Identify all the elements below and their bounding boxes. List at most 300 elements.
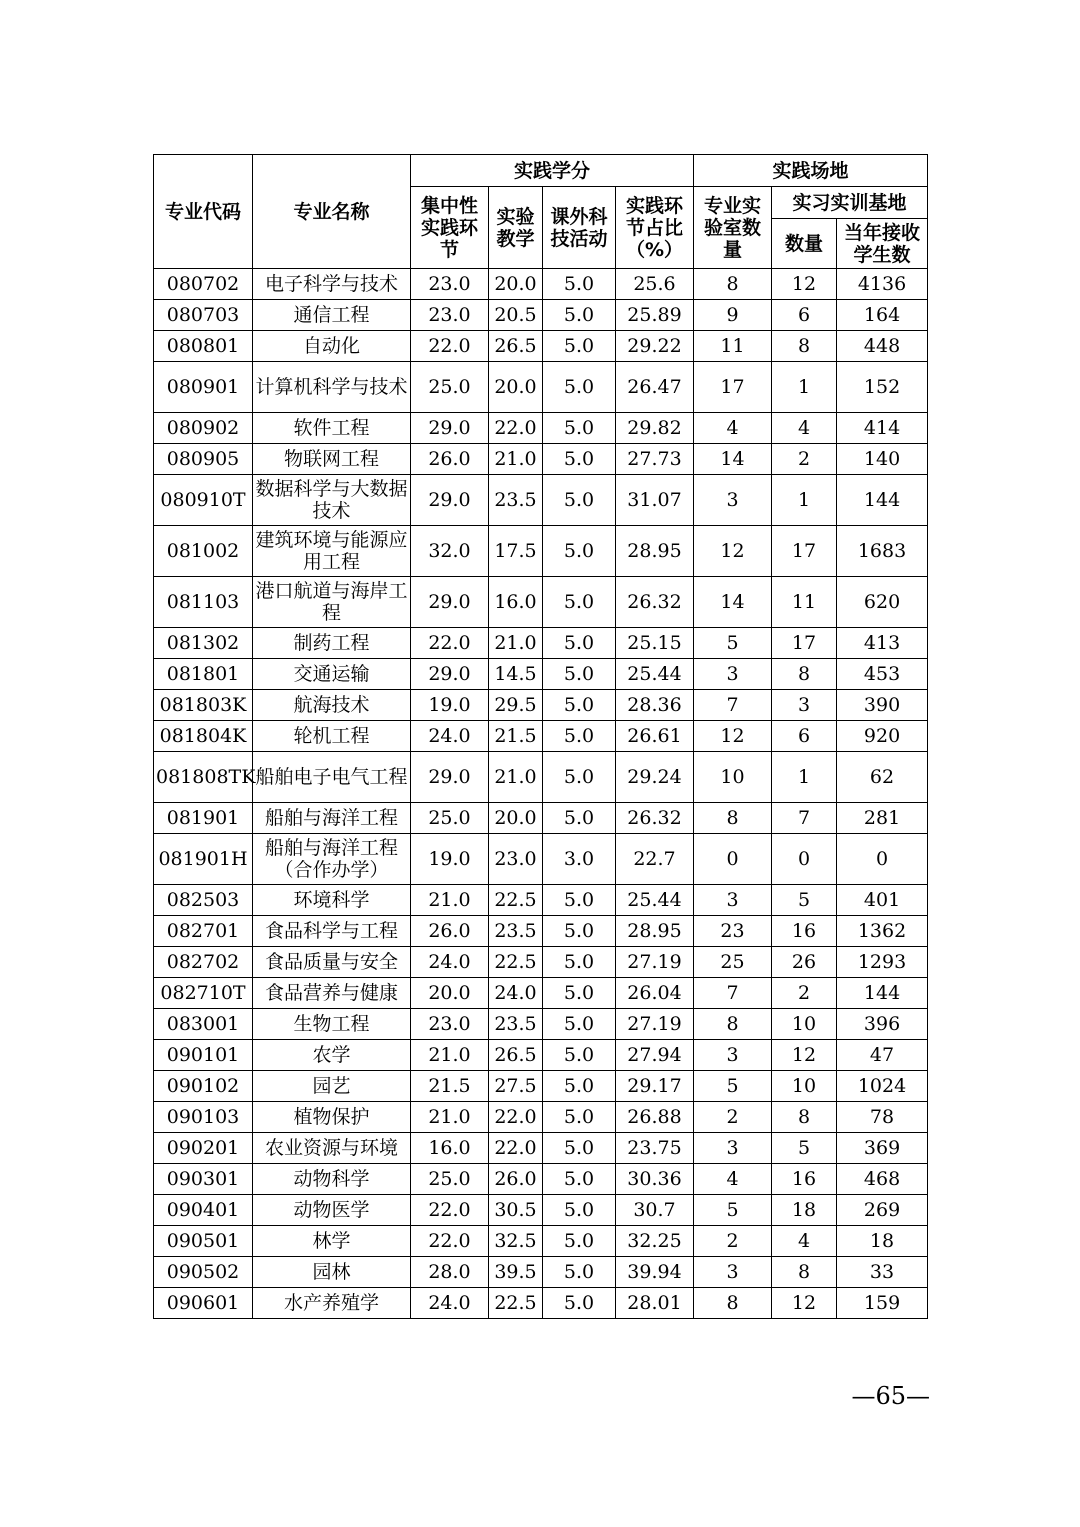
cell-base-count: 17	[772, 526, 837, 577]
cell-experiment: 17.5	[489, 526, 543, 577]
cell-labs: 8	[694, 1009, 772, 1040]
cell-code: 081302	[154, 628, 253, 659]
cell-students: 1293	[837, 947, 928, 978]
cell-concentrated: 23.0	[411, 269, 489, 300]
header-practice-credits: 实践学分	[411, 155, 694, 187]
cell-labs: 25	[694, 947, 772, 978]
cell-students: 453	[837, 659, 928, 690]
cell-labs: 4	[694, 413, 772, 444]
cell-ratio: 39.94	[616, 1257, 694, 1288]
cell-code: 080910T	[154, 475, 253, 526]
cell-ratio: 29.82	[616, 413, 694, 444]
cell-base-count: 8	[772, 1102, 837, 1133]
header-concentrated: 集中性实践环节	[411, 187, 489, 269]
cell-concentrated: 19.0	[411, 834, 489, 885]
cell-students: 140	[837, 444, 928, 475]
cell-ratio: 26.88	[616, 1102, 694, 1133]
cell-name: 物联网工程	[253, 444, 411, 475]
cell-ratio: 27.19	[616, 1009, 694, 1040]
cell-experiment: 23.0	[489, 834, 543, 885]
table-row	[154, 526, 928, 577]
cell-name: 通信工程	[253, 300, 411, 331]
header-code: 专业代码	[154, 155, 253, 269]
cell-extracurricular: 5.0	[543, 362, 616, 413]
cell-concentrated: 24.0	[411, 1288, 489, 1319]
cell-experiment: 24.0	[489, 978, 543, 1009]
table-row	[154, 752, 928, 803]
cell-base-count: 12	[772, 269, 837, 300]
cell-extracurricular: 5.0	[543, 885, 616, 916]
cell-extracurricular: 5.0	[543, 413, 616, 444]
table-row	[154, 577, 928, 628]
cell-experiment: 22.0	[489, 1102, 543, 1133]
cell-base-count: 1	[772, 362, 837, 413]
cell-labs: 8	[694, 803, 772, 834]
cell-name: 船舶电子电气工程	[253, 752, 411, 803]
cell-students: 413	[837, 628, 928, 659]
cell-labs: 7	[694, 690, 772, 721]
cell-labs: 5	[694, 1195, 772, 1226]
cell-code: 090101	[154, 1040, 253, 1071]
cell-extracurricular: 5.0	[543, 475, 616, 526]
cell-code: 082702	[154, 947, 253, 978]
cell-students: 152	[837, 362, 928, 413]
header-ratio: 实践环节占比（%）	[616, 187, 694, 269]
cell-experiment: 26.5	[489, 331, 543, 362]
table-row	[154, 1164, 928, 1195]
cell-name: 动物科学	[253, 1164, 411, 1195]
cell-students: 47	[837, 1040, 928, 1071]
cell-labs: 3	[694, 1257, 772, 1288]
cell-extracurricular: 5.0	[543, 947, 616, 978]
cell-code: 090501	[154, 1226, 253, 1257]
cell-students: 390	[837, 690, 928, 721]
cell-code: 081803K	[154, 690, 253, 721]
table-row	[154, 331, 928, 362]
cell-extracurricular: 5.0	[543, 916, 616, 947]
cell-ratio: 26.47	[616, 362, 694, 413]
cell-name: 农业资源与环境	[253, 1133, 411, 1164]
cell-base-count: 10	[772, 1009, 837, 1040]
cell-base-count: 6	[772, 721, 837, 752]
cell-base-count: 4	[772, 413, 837, 444]
cell-experiment: 16.0	[489, 577, 543, 628]
cell-code: 083001	[154, 1009, 253, 1040]
cell-students: 920	[837, 721, 928, 752]
cell-ratio: 29.24	[616, 752, 694, 803]
cell-students: 0	[837, 834, 928, 885]
cell-students: 33	[837, 1257, 928, 1288]
cell-concentrated: 22.0	[411, 628, 489, 659]
cell-experiment: 23.5	[489, 475, 543, 526]
cell-name: 计算机科学与技术	[253, 362, 411, 413]
cell-students: 281	[837, 803, 928, 834]
cell-extracurricular: 5.0	[543, 1040, 616, 1071]
table-row	[154, 885, 928, 916]
cell-code: 081801	[154, 659, 253, 690]
cell-students: 4136	[837, 269, 928, 300]
cell-extracurricular: 5.0	[543, 721, 616, 752]
cell-ratio: 25.44	[616, 885, 694, 916]
cell-students: 396	[837, 1009, 928, 1040]
cell-ratio: 29.17	[616, 1071, 694, 1102]
table-row	[154, 413, 928, 444]
cell-experiment: 22.0	[489, 413, 543, 444]
cell-concentrated: 29.0	[411, 577, 489, 628]
cell-concentrated: 25.0	[411, 803, 489, 834]
cell-base-count: 26	[772, 947, 837, 978]
table-row	[154, 1133, 928, 1164]
cell-labs: 5	[694, 1071, 772, 1102]
cell-base-count: 11	[772, 577, 837, 628]
cell-code: 081901H	[154, 834, 253, 885]
cell-experiment: 22.5	[489, 947, 543, 978]
cell-base-count: 4	[772, 1226, 837, 1257]
cell-students: 269	[837, 1195, 928, 1226]
cell-labs: 11	[694, 331, 772, 362]
cell-ratio: 27.73	[616, 444, 694, 475]
cell-concentrated: 25.0	[411, 362, 489, 413]
cell-extracurricular: 5.0	[543, 628, 616, 659]
cell-experiment: 26.5	[489, 1040, 543, 1071]
cell-extracurricular: 5.0	[543, 577, 616, 628]
cell-concentrated: 16.0	[411, 1133, 489, 1164]
cell-labs: 10	[694, 752, 772, 803]
cell-labs: 3	[694, 1133, 772, 1164]
cell-labs: 12	[694, 526, 772, 577]
cell-base-count: 16	[772, 1164, 837, 1195]
cell-base-count: 7	[772, 803, 837, 834]
cell-ratio: 28.95	[616, 526, 694, 577]
cell-name: 园林	[253, 1257, 411, 1288]
cell-base-count: 1	[772, 475, 837, 526]
cell-students: 78	[837, 1102, 928, 1133]
cell-labs: 2	[694, 1102, 772, 1133]
cell-students: 144	[837, 475, 928, 526]
cell-code: 080901	[154, 362, 253, 413]
cell-students: 1024	[837, 1071, 928, 1102]
table-row	[154, 362, 928, 413]
cell-extracurricular: 5.0	[543, 1102, 616, 1133]
cell-name: 农学	[253, 1040, 411, 1071]
cell-extracurricular: 5.0	[543, 1071, 616, 1102]
cell-students: 468	[837, 1164, 928, 1195]
cell-concentrated: 21.5	[411, 1071, 489, 1102]
table-row	[154, 916, 928, 947]
cell-experiment: 21.5	[489, 721, 543, 752]
cell-extracurricular: 5.0	[543, 752, 616, 803]
cell-name: 航海技术	[253, 690, 411, 721]
cell-concentrated: 32.0	[411, 526, 489, 577]
cell-students: 1362	[837, 916, 928, 947]
cell-extracurricular: 5.0	[543, 1009, 616, 1040]
cell-concentrated: 22.0	[411, 1195, 489, 1226]
cell-base-count: 17	[772, 628, 837, 659]
cell-extracurricular: 5.0	[543, 300, 616, 331]
cell-base-count: 0	[772, 834, 837, 885]
cell-code: 081804K	[154, 721, 253, 752]
cell-labs: 4	[694, 1164, 772, 1195]
cell-students: 18	[837, 1226, 928, 1257]
cell-base-count: 12	[772, 1288, 837, 1319]
page-number: —65—	[851, 1382, 930, 1410]
cell-ratio: 30.7	[616, 1195, 694, 1226]
cell-extracurricular: 3.0	[543, 834, 616, 885]
cell-name: 食品质量与安全	[253, 947, 411, 978]
cell-name: 轮机工程	[253, 721, 411, 752]
table-row	[154, 659, 928, 690]
header-name: 专业名称	[253, 155, 411, 269]
cell-ratio: 27.19	[616, 947, 694, 978]
cell-code: 081901	[154, 803, 253, 834]
cell-name: 动物医学	[253, 1195, 411, 1226]
cell-extracurricular: 5.0	[543, 1164, 616, 1195]
cell-concentrated: 26.0	[411, 916, 489, 947]
cell-code: 090102	[154, 1071, 253, 1102]
cell-name: 电子科学与技术	[253, 269, 411, 300]
cell-experiment: 21.0	[489, 628, 543, 659]
cell-students: 159	[837, 1288, 928, 1319]
cell-labs: 17	[694, 362, 772, 413]
cell-name: 软件工程	[253, 413, 411, 444]
cell-code: 081002	[154, 526, 253, 577]
cell-labs: 3	[694, 659, 772, 690]
cell-code: 080905	[154, 444, 253, 475]
table-header	[154, 155, 928, 269]
cell-ratio: 29.22	[616, 331, 694, 362]
cell-labs: 8	[694, 1288, 772, 1319]
cell-name: 船舶与海洋工程（合作办学）	[253, 834, 411, 885]
cell-experiment: 39.5	[489, 1257, 543, 1288]
cell-code: 090301	[154, 1164, 253, 1195]
cell-labs: 3	[694, 885, 772, 916]
table-row	[154, 690, 928, 721]
cell-extracurricular: 5.0	[543, 690, 616, 721]
cell-labs: 7	[694, 978, 772, 1009]
table-row	[154, 475, 928, 526]
cell-concentrated: 29.0	[411, 413, 489, 444]
cell-code: 081808TK	[154, 752, 253, 803]
cell-extracurricular: 5.0	[543, 803, 616, 834]
table-row	[154, 947, 928, 978]
cell-name: 植物保护	[253, 1102, 411, 1133]
cell-base-count: 2	[772, 444, 837, 475]
cell-labs: 0	[694, 834, 772, 885]
cell-labs: 14	[694, 444, 772, 475]
cell-code: 082701	[154, 916, 253, 947]
cell-ratio: 28.36	[616, 690, 694, 721]
cell-experiment: 27.5	[489, 1071, 543, 1102]
table-row	[154, 628, 928, 659]
cell-ratio: 26.61	[616, 721, 694, 752]
cell-base-count: 1	[772, 752, 837, 803]
cell-experiment: 23.5	[489, 1009, 543, 1040]
cell-base-count: 16	[772, 916, 837, 947]
table-row	[154, 1040, 928, 1071]
cell-ratio: 27.94	[616, 1040, 694, 1071]
cell-extracurricular: 5.0	[543, 1133, 616, 1164]
cell-labs: 5	[694, 628, 772, 659]
cell-code: 080801	[154, 331, 253, 362]
cell-students: 1683	[837, 526, 928, 577]
cell-labs: 23	[694, 916, 772, 947]
cell-experiment: 20.0	[489, 269, 543, 300]
table-row	[154, 721, 928, 752]
cell-concentrated: 24.0	[411, 947, 489, 978]
cell-ratio: 28.95	[616, 916, 694, 947]
cell-base-count: 5	[772, 1133, 837, 1164]
table-row	[154, 1071, 928, 1102]
table-row	[154, 1226, 928, 1257]
cell-students: 401	[837, 885, 928, 916]
cell-name: 食品营养与健康	[253, 978, 411, 1009]
table-body	[154, 269, 928, 1319]
table-row	[154, 1257, 928, 1288]
table-row	[154, 803, 928, 834]
cell-labs: 14	[694, 577, 772, 628]
cell-students: 369	[837, 1133, 928, 1164]
header-base-count: 数量	[772, 219, 837, 269]
cell-students: 144	[837, 978, 928, 1009]
cell-students: 414	[837, 413, 928, 444]
cell-experiment: 21.0	[489, 752, 543, 803]
cell-concentrated: 24.0	[411, 721, 489, 752]
cell-base-count: 6	[772, 300, 837, 331]
table-row	[154, 1195, 928, 1226]
table-row	[154, 834, 928, 885]
cell-labs: 3	[694, 1040, 772, 1071]
cell-experiment: 20.5	[489, 300, 543, 331]
cell-base-count: 8	[772, 331, 837, 362]
table-row	[154, 1288, 928, 1319]
cell-concentrated: 25.0	[411, 1164, 489, 1195]
cell-ratio: 31.07	[616, 475, 694, 526]
table-row	[154, 978, 928, 1009]
cell-concentrated: 23.0	[411, 1009, 489, 1040]
cell-students: 62	[837, 752, 928, 803]
cell-code: 090201	[154, 1133, 253, 1164]
cell-extracurricular: 5.0	[543, 1195, 616, 1226]
cell-concentrated: 20.0	[411, 978, 489, 1009]
cell-experiment: 30.5	[489, 1195, 543, 1226]
table-row	[154, 1102, 928, 1133]
cell-labs: 8	[694, 269, 772, 300]
cell-code: 082503	[154, 885, 253, 916]
cell-students: 620	[837, 577, 928, 628]
cell-base-count: 8	[772, 1257, 837, 1288]
cell-name: 数据科学与大数据技术	[253, 475, 411, 526]
cell-experiment: 20.0	[489, 803, 543, 834]
header-extracurricular: 课外科技活动	[543, 187, 616, 269]
cell-concentrated: 22.0	[411, 1226, 489, 1257]
header-students: 当年接收学生数	[837, 219, 928, 269]
cell-ratio: 28.01	[616, 1288, 694, 1319]
cell-labs: 3	[694, 475, 772, 526]
cell-name: 园艺	[253, 1071, 411, 1102]
cell-extracurricular: 5.0	[543, 1257, 616, 1288]
table-row	[154, 1009, 928, 1040]
cell-extracurricular: 5.0	[543, 331, 616, 362]
cell-base-count: 2	[772, 978, 837, 1009]
cell-name: 船舶与海洋工程	[253, 803, 411, 834]
cell-ratio: 23.75	[616, 1133, 694, 1164]
cell-extracurricular: 5.0	[543, 1288, 616, 1319]
cell-experiment: 22.5	[489, 885, 543, 916]
cell-concentrated: 21.0	[411, 1102, 489, 1133]
cell-extracurricular: 5.0	[543, 269, 616, 300]
cell-concentrated: 23.0	[411, 300, 489, 331]
cell-extracurricular: 5.0	[543, 444, 616, 475]
cell-code: 080703	[154, 300, 253, 331]
cell-base-count: 5	[772, 885, 837, 916]
cell-experiment: 22.0	[489, 1133, 543, 1164]
cell-concentrated: 21.0	[411, 1040, 489, 1071]
cell-experiment: 22.5	[489, 1288, 543, 1319]
cell-extracurricular: 5.0	[543, 1226, 616, 1257]
cell-concentrated: 22.0	[411, 331, 489, 362]
cell-code: 090103	[154, 1102, 253, 1133]
cell-name: 水产养殖学	[253, 1288, 411, 1319]
cell-code: 090401	[154, 1195, 253, 1226]
cell-ratio: 26.32	[616, 803, 694, 834]
cell-name: 环境科学	[253, 885, 411, 916]
cell-ratio: 30.36	[616, 1164, 694, 1195]
cell-labs: 2	[694, 1226, 772, 1257]
cell-ratio: 25.15	[616, 628, 694, 659]
cell-base-count: 12	[772, 1040, 837, 1071]
cell-concentrated: 19.0	[411, 690, 489, 721]
cell-concentrated: 21.0	[411, 885, 489, 916]
cell-code: 082710T	[154, 978, 253, 1009]
cell-experiment: 32.5	[489, 1226, 543, 1257]
cell-concentrated: 28.0	[411, 1257, 489, 1288]
cell-name: 生物工程	[253, 1009, 411, 1040]
cell-ratio: 22.7	[616, 834, 694, 885]
cell-experiment: 26.0	[489, 1164, 543, 1195]
cell-ratio: 26.04	[616, 978, 694, 1009]
cell-name: 自动化	[253, 331, 411, 362]
cell-ratio: 25.89	[616, 300, 694, 331]
cell-experiment: 20.0	[489, 362, 543, 413]
cell-name: 林学	[253, 1226, 411, 1257]
table-row	[154, 300, 928, 331]
cell-name: 港口航道与海岸工程	[253, 577, 411, 628]
cell-name: 交通运输	[253, 659, 411, 690]
header-labs: 专业实验室数量	[694, 187, 772, 269]
cell-students: 448	[837, 331, 928, 362]
cell-ratio: 25.6	[616, 269, 694, 300]
cell-base-count: 18	[772, 1195, 837, 1226]
cell-experiment: 14.5	[489, 659, 543, 690]
cell-name: 制药工程	[253, 628, 411, 659]
cell-concentrated: 29.0	[411, 475, 489, 526]
cell-concentrated: 29.0	[411, 752, 489, 803]
cell-labs: 9	[694, 300, 772, 331]
cell-ratio: 25.44	[616, 659, 694, 690]
table-row	[154, 269, 928, 300]
cell-code: 081103	[154, 577, 253, 628]
cell-experiment: 29.5	[489, 690, 543, 721]
cell-base-count: 10	[772, 1071, 837, 1102]
header-practice-sites: 实践场地	[694, 155, 928, 187]
cell-extracurricular: 5.0	[543, 978, 616, 1009]
cell-code: 090502	[154, 1257, 253, 1288]
cell-name: 建筑环境与能源应用工程	[253, 526, 411, 577]
cell-code: 080902	[154, 413, 253, 444]
cell-base-count: 8	[772, 659, 837, 690]
cell-concentrated: 29.0	[411, 659, 489, 690]
cell-experiment: 21.0	[489, 444, 543, 475]
